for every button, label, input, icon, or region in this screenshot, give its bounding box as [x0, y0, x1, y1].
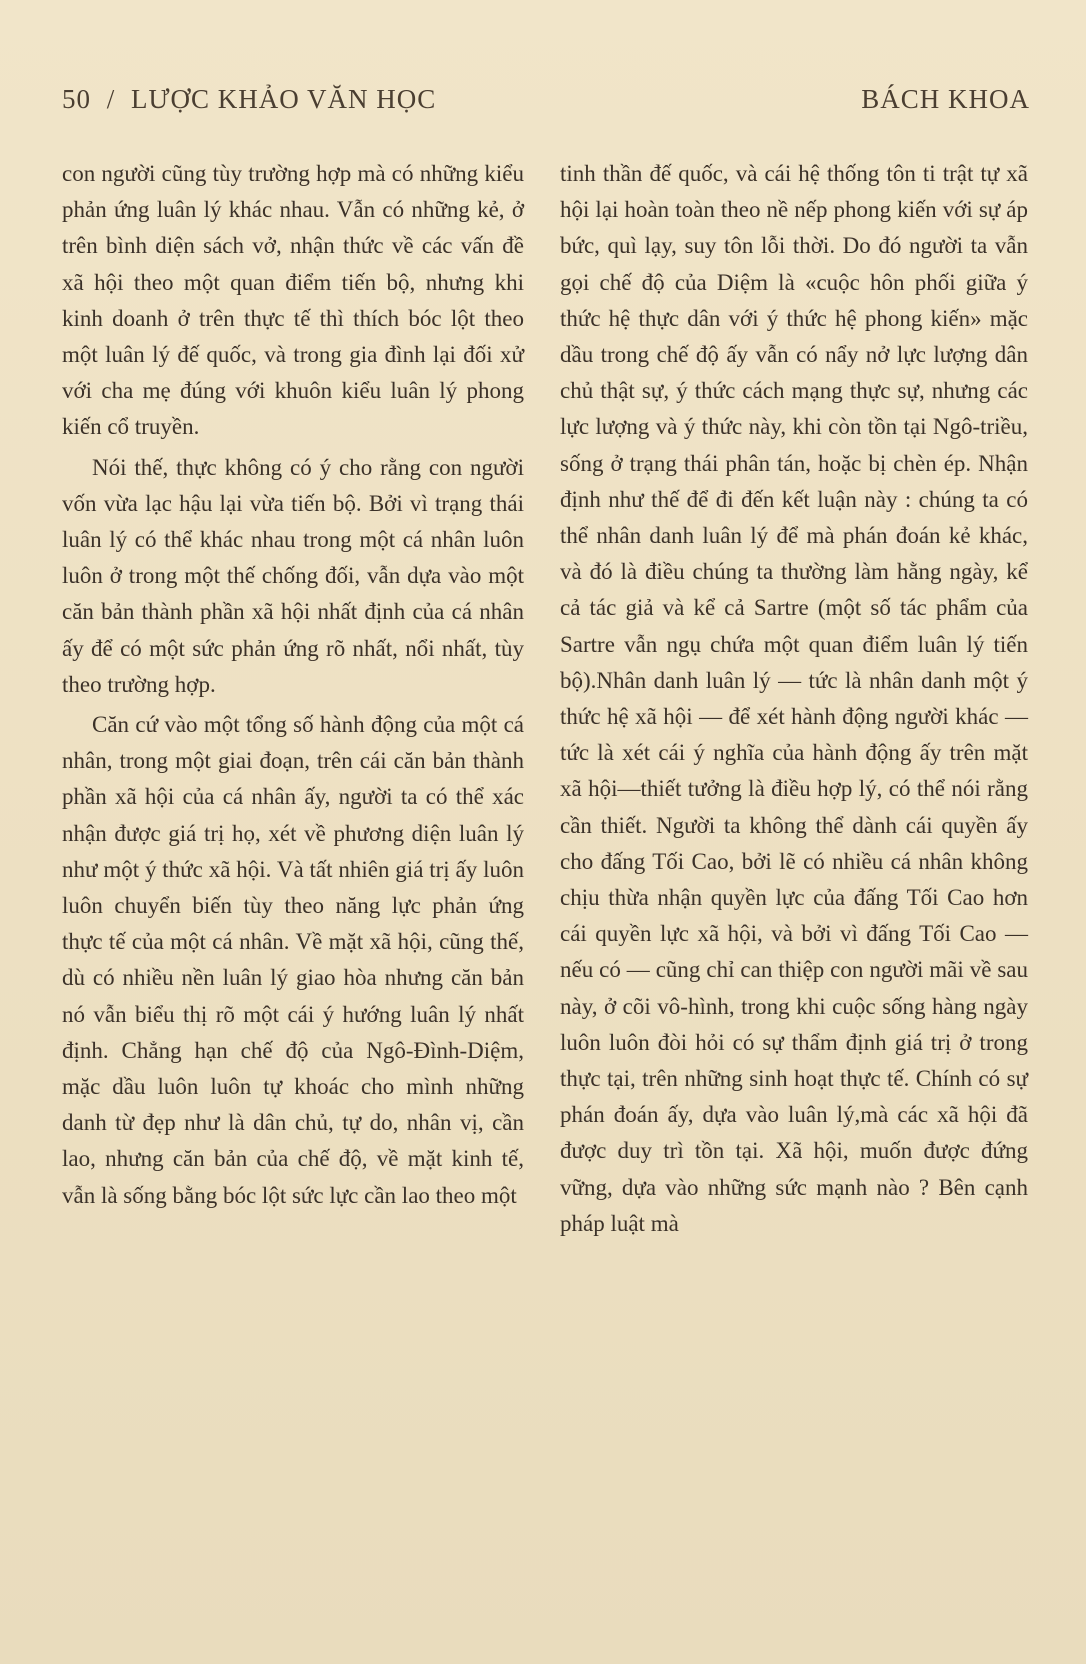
page-number: 50: [62, 84, 91, 114]
left-column: [62, 156, 524, 1214]
magazine-title: BÁCH KHOA: [861, 84, 1030, 114]
section-title: LƯỢC KHẢO VĂN HỌC: [131, 84, 437, 114]
left-paragraph-2: Nói thế, thực không có ý cho rằng con người vốn vừa lạc hậu lại vừa tiến bộ. Bởi vì trạng thái luân lý có thể khác nhau trong một cá nhân luôn luôn ở trong một thế chống đối, vẫn dựa vào một căn bản thành phần xã hội nhất định của cá nhân ấy để có một sức phản ứng rõ nhất, nổi nhất, tùy theo trường hợp.: [62, 454, 524, 697]
header-separator: /: [106, 84, 116, 114]
page-header: [62, 84, 1030, 124]
left-paragraph-3: Căn cứ vào một tổng số hành động của một cá nhân, trong một giai đoạn, trên cái căn bản thành phần xã hội của cá nhân ấy, người ta có thể xác nhận được giá trị họ, xét về phương diện luân lý như một ý thức xã hội. Và tất nhiên giá trị ấy luôn luôn chuyển biến tùy theo năng lực phản ứng thực tế của một cá nhân. Về mặt xã hội, cũng thế, dù có nhiều nền luân lý giao hòa nhưng căn bản nó vẫn biểu thị rõ một cái ý hướng luân lý nhất định. Chẳng hạn chế độ của Ngô-Đình-Diệm, mặc dầu luôn luôn tự khoác cho mình những danh từ đẹp như là dân chủ, tự do, nhân vị, cần lao, nhưng căn bản của chế độ, về mặt kinh tế, vẫn là sống bằng bóc lột sức lực cần lao theo một: [62, 712, 524, 1208]
right-paragraph-1: tinh thần đế quốc, và cái hệ thống tôn ti trật tự xã hội lại hoàn toàn theo nề nếp phong kiến với sự áp bức, quì lạy, suy tôn lỗi thời. Do đó người ta vẫn gọi chế độ của Diệm là «cuộc hôn phối giữa ý thức hệ thực dân với ý thức hệ phong kiến» mặc dầu trong chế độ ấy vẫn có nẩy nở lực lượng dân chủ thật sự, ý thức cách mạng thực sự, nhưng các lực lượng và ý thức này, khi còn tồn tại Ngô-triều, sống ở trạng thái phân tán, hoặc bị chèn ép. Nhận định như thế để đi đến kết luận này : chúng ta có thể nhân danh luân lý để mà phán đoán kẻ khác, và đó là điều chúng ta thường làm hằng ngày, kể cả tác giả và kể cả Sartre (một số tác phẩm của Sartre vẫn ngụ chứa một quan điểm luân lý tiến bộ).Nhân danh luân lý — tức là nhân danh một ý thức hệ xã hội — để xét hành động người khác — tức là xét cái ý nghĩa của hành động ấy trên mặt xã hội—thiết tưởng là điều hợp lý, có thể nói rằng cần thiết. Người ta không thể dành cái quyền ấy cho đấng Tối Cao, bởi lẽ có nhiều cá nhân không chịu thừa nhận quyền lực của đấng Tối Cao hơn cái quyền lực xã hội, và bởi vì đấng Tối Cao — nếu có — cũng chỉ can thiệp con người mãi về sau này, ở cõi vô-hình, trong khi cuộc sống hàng ngày luôn luôn đòi hỏi có sự thẩm định giá trị ở trong thực tại, trên những sinh hoạt thực tế. Chính có sự phán đoán ấy, dựa vào luân lý,mà các xã hội đã được duy trì tồn tại. Xã hội, muốn được đứng vững, dựa vào những sức mạnh nào ? Bên cạnh pháp luật mà: [560, 161, 1028, 1236]
right-column: [560, 156, 1028, 1242]
header-left: [62, 84, 436, 115]
left-paragraph-1: con người cũng tùy trường hợp mà có những kiểu phản ứng luân lý khác nhau. Vẫn có những kẻ, ở trên bình diện sách vở, nhận thức về các vấn đề xã hội theo một quan điểm tiến bộ, nhưng khi kinh doanh ở trên thực tế thì thích bóc lột theo một luân lý đế quốc, và trong gia đình lại đối xử với cha mẹ đúng với khuôn kiểu luân lý phong kiến cổ truyền.: [62, 161, 524, 440]
